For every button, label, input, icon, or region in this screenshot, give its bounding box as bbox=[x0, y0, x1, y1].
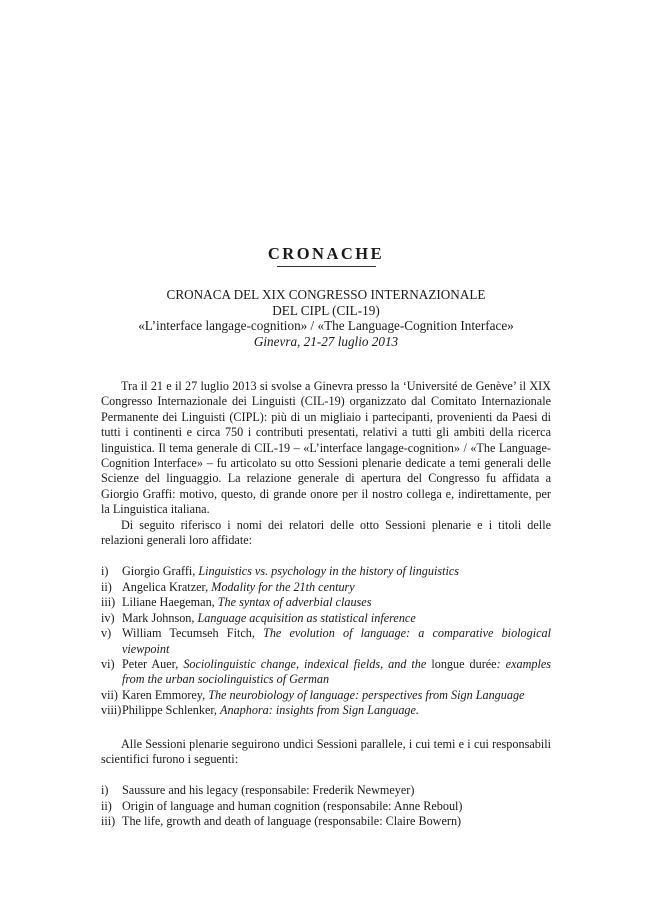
list-number: v) bbox=[101, 626, 112, 641]
talk-title: The syntax of adverbial clauses bbox=[217, 595, 372, 610]
list-number: iii) bbox=[101, 814, 116, 829]
list-number: i) bbox=[101, 564, 109, 579]
list-item bbox=[101, 564, 551, 579]
list-item bbox=[101, 595, 551, 610]
list-number: iii) bbox=[101, 595, 116, 610]
talk-title: Anaphora: insights from Sign Language. bbox=[220, 703, 419, 718]
parallel-intro-paragraph: Alle Sessioni plenarie seguirono undici Sessioni parallele, i cui temi e i cui responsabili scientifici furono i seguenti: bbox=[101, 736, 551, 766]
heading-line-2: DEL CIPL (CIL-19) bbox=[272, 302, 380, 318]
heading-date-place: Ginevra, 21-27 luglio 2013 bbox=[253, 333, 399, 349]
heading-line-1: CRONACA DEL XIX CONGRESSO INTERNAZIONALE bbox=[166, 287, 486, 302]
list-item bbox=[101, 580, 551, 595]
speaker-name: Angelica Kratzer, bbox=[122, 579, 209, 594]
list-item bbox=[101, 703, 551, 718]
session-text: Origin of language and human cognition (responsabile: Anne Reboul) bbox=[122, 798, 463, 813]
speaker-name: Philippe Schlenker, bbox=[122, 703, 217, 718]
list-item bbox=[101, 688, 551, 703]
list-item bbox=[101, 814, 551, 829]
list-number: iv) bbox=[101, 610, 115, 625]
list-item bbox=[101, 799, 551, 814]
session-text: Saussure and his legacy (responsabile: Frederik Newmeyer) bbox=[122, 783, 415, 798]
article-heading bbox=[101, 287, 551, 349]
list-item bbox=[101, 626, 551, 657]
talk-title-upright: longue durée bbox=[431, 656, 497, 671]
speaker-name: William Tecumseh Fitch, bbox=[122, 626, 255, 641]
list-number: i) bbox=[101, 783, 109, 798]
list-number: ii) bbox=[101, 579, 112, 594]
talk-title: The evolution of language: a comparative biological viewpoint bbox=[122, 626, 552, 656]
intro-paragraph: Tra il 21 e il 27 luglio 2013 si svolse a Ginevra presso la ‘Université de Genève’ il XIX Congresso Internazionale dei Linguisti (CIL-19) organizzato dal Comitato Internazionale Permanente dei Linguisti (CIPL): più di un migliaio i partecipanti, provenienti da Paesi di tutti i continenti e circa 750 i contributi presentati, relativi a tutti gli ambiti della ricerca linguistica. Il tema generale di CIL-19 – «L’interface langage-cognition» / «The Language-Cognition Interface» – fu articolato su otto Sessioni plenarie dedicate a temi generali delle Scienze del linguaggio. La relazione generale di apertura del Congresso fu affidata a Giorgio Graffi: motivo, questo, di grande onore per il nostro collega e, indirettamente, per la Linguistica italiana. bbox=[101, 379, 551, 517]
talk-title-end: : examples from the urban sociolinguistics of German bbox=[122, 656, 552, 687]
list-item bbox=[101, 657, 551, 688]
parallel-sessions-list bbox=[101, 783, 551, 829]
list-number: viii) bbox=[101, 703, 122, 718]
talk-title: Modality for the 21th century bbox=[211, 579, 355, 594]
plenary-intro-paragraph: Di seguito riferisco i nomi dei relatori delle otto Sessioni plenarie e i titoli delle relazioni generali loro affidate: bbox=[101, 517, 551, 548]
talk-title: Sociolinguistic change, indexical fields, and the bbox=[183, 656, 427, 671]
article-body bbox=[101, 379, 551, 830]
list-number: vii) bbox=[101, 687, 118, 702]
list-number: vi) bbox=[101, 656, 115, 671]
title-underline-rule bbox=[277, 266, 376, 267]
list-item bbox=[101, 783, 551, 798]
session-text: The life, growth and death of language (responsabile: Claire Bowern) bbox=[122, 814, 462, 829]
plenary-sessions-list bbox=[101, 564, 551, 718]
section-title: CRONACHE bbox=[267, 244, 385, 263]
talk-title: The neurobiology of language: perspectives from Sign Language bbox=[208, 687, 525, 702]
speaker-name: Liliane Haegeman, bbox=[122, 595, 215, 610]
talk-title: Linguistics vs. psychology in the history of linguistics bbox=[198, 564, 460, 579]
speaker-name: Peter Auer, bbox=[122, 656, 179, 671]
speaker-name: Giorgio Graffi, bbox=[122, 564, 196, 579]
speaker-name: Mark Johnson, bbox=[122, 610, 195, 625]
list-number: ii) bbox=[101, 798, 112, 813]
list-item bbox=[101, 611, 551, 626]
heading-line-3: «L’interface langage-cognition» / «The Language-Cognition Interface» bbox=[138, 318, 514, 334]
speaker-name: Karen Emmorey, bbox=[122, 687, 206, 702]
talk-title: Language acquisition as statistical inference bbox=[197, 610, 416, 625]
